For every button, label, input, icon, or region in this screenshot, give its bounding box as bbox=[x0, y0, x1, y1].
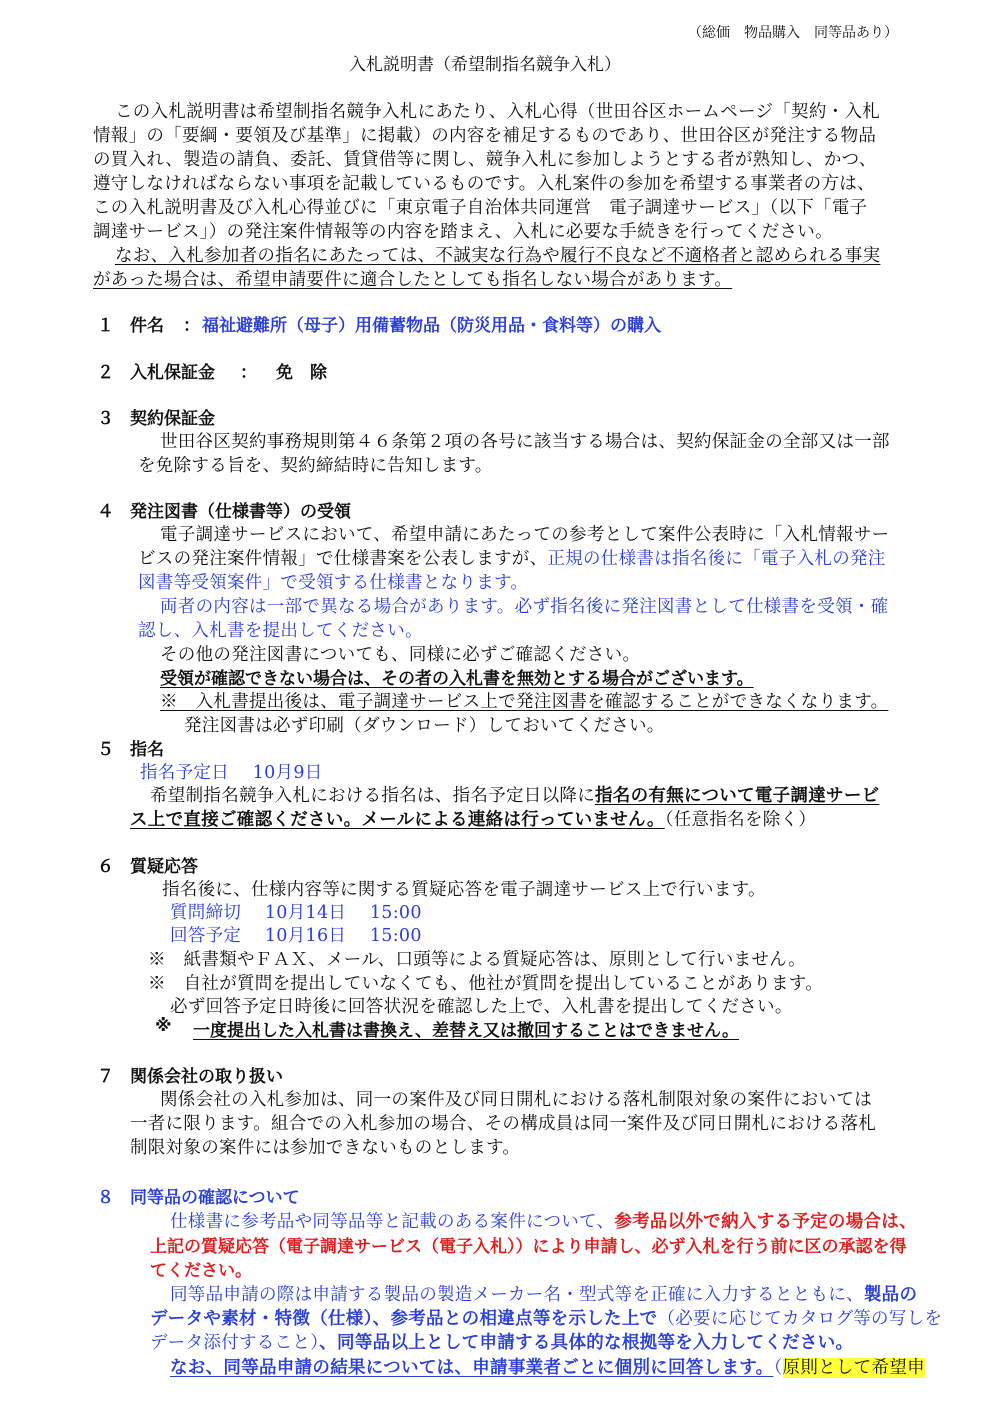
body-line: 指名後に、仕様内容等に関する質疑応答を電子調達サービス上で行います。 bbox=[162, 880, 766, 900]
intro-line: 遵守しなければならない事項を記載しているものです。入札案件の参加を希望する事業者の方は、 bbox=[93, 174, 875, 194]
body-line: 希望制指名競争入札における指名は、指名予定日以降に指名の有無について電子調達サービ bbox=[150, 786, 880, 806]
body-line: 制限対象の案件には参加できないものとします。 bbox=[130, 1138, 521, 1158]
intro-notice-line: があった場合は、希望申請要件に適合したとしても指名しない場合があります。 bbox=[93, 270, 733, 290]
section-number: ５ bbox=[97, 740, 114, 760]
warning-line: 一度提出した入札書は書換え、差替え又は撤回することはできません。 bbox=[193, 1021, 740, 1041]
answer-schedule: 回答予定 10月16日 15:00 bbox=[170, 926, 422, 946]
intro-line: この入札説明書及び入札心得並びに「東京電子自治体共同運営 電子調達サービス」（以下「電子 bbox=[93, 198, 868, 218]
note-line: ※ 自社が質問を提出していなくても、他社が質問を提出していることがあります。 bbox=[148, 974, 823, 994]
body-line: 認し、入札書を提出してください。 bbox=[138, 621, 423, 641]
note-line: ※ 入札書提出後は、電子調達サービス上で発注図書を確認することができなくなります。 bbox=[160, 692, 889, 712]
section-heading: 契約保証金 bbox=[130, 409, 215, 429]
body-line: 仕様書に参考品や同等品等と記載のある案件について、参考品以外で納入する予定の場合は、 bbox=[170, 1212, 917, 1232]
body-line: 世田谷区契約事務規則第４６条第２項の各号に該当する場合は、契約保証金の全部又は一部 bbox=[160, 432, 890, 452]
section-heading: 件名 bbox=[130, 316, 164, 336]
body-line: ビスの発注案件情報」で仕様書案を公表しますが、正規の仕様書は指名後に「電子入札の発注 bbox=[138, 549, 886, 569]
note-line: 必ず回答予定日時後に回答状況を確認した上で、入札書を提出してください。 bbox=[170, 997, 793, 1017]
section-heading: 指名 bbox=[130, 740, 164, 760]
question-deadline: 質問締切 10月14日 15:00 bbox=[170, 903, 422, 923]
section-number: ７ bbox=[97, 1067, 114, 1087]
section-number: ２ bbox=[97, 363, 114, 383]
section-heading: 発注図書（仕様書等）の受領 bbox=[130, 502, 351, 522]
body-line: 上記の質疑応答（電子調達サービス（電子入札））により申請し、必ず入札を行う前に区の承認を得 bbox=[150, 1237, 907, 1257]
body-line: 関係会社の入札参加は、同一の案件及び同日開札における落札制限対象の案件においては bbox=[160, 1090, 872, 1110]
section-number: １ bbox=[97, 316, 114, 336]
body-line: データや素材・特徴（仕様）、参考品との相違点等を示した上で（必要に応じてカタログ等の写しを bbox=[150, 1309, 943, 1329]
intro-line: 情報」の「要綱・要領及び基準」に掲載）の内容を補足するものであり、世田谷区が発注する物品 bbox=[93, 126, 877, 146]
body-line: その他の発注図書についても、同様に必ずご確認ください。 bbox=[160, 645, 641, 665]
colon: ： bbox=[183, 316, 200, 336]
body-line: なお、同等品申請の結果については、申請事業者ごとに個別に回答します。（原則として希望申 bbox=[170, 1358, 925, 1378]
intro-notice-line: なお、入札参加者の指名にあたっては、不誠実な行為や履行不良など不適格者と認められる事実 bbox=[115, 246, 881, 266]
bid-bond-value: 免 除 bbox=[276, 363, 327, 383]
intro-line: この入札説明書は希望制指名競争入札にあたり、入札心得（世田谷区ホームページ「契約・入札 bbox=[115, 102, 881, 122]
body-line: てください。 bbox=[150, 1261, 252, 1281]
body-line: データ添付すること）、同等品以上として申請する具体的な根拠等を入力してください。 bbox=[150, 1333, 854, 1353]
note-mark: ※ bbox=[155, 1016, 172, 1036]
colon: ： bbox=[240, 363, 257, 383]
section-heading: 同等品の確認について bbox=[130, 1188, 300, 1208]
section-number: ４ bbox=[97, 502, 114, 522]
intro-line: の買入れ、製造の請負、委託、賃貸借等に関し、競争入札に参加しようとする者が熟知し、かつ、 bbox=[93, 150, 877, 170]
section-number: ８ bbox=[97, 1188, 114, 1208]
body-line: ス上で直接ご確認ください。メールによる連絡は行っていません。（任意指名を除く） bbox=[130, 810, 817, 830]
section-number: ６ bbox=[97, 857, 114, 877]
note-line: 発注図書は必ず印刷（ダウンロード）しておいてください。 bbox=[184, 716, 665, 736]
doc-tag: （総価 物品購入 同等品あり） bbox=[688, 25, 898, 41]
section-heading: 質疑応答 bbox=[130, 857, 198, 877]
section-number: ３ bbox=[97, 409, 114, 429]
note-line: ※ 紙書類やＦＡＸ、メール、口頭等による質疑応答は、原則として行いません。 bbox=[148, 950, 806, 970]
body-line: 両者の内容は一部で異なる場合があります。必ず指名後に発注図書として仕様書を受領・確 bbox=[160, 597, 889, 617]
section-heading: 関係会社の取り扱い bbox=[130, 1067, 283, 1087]
nomination-date: 指名予定日 10月9日 bbox=[140, 763, 323, 783]
subject-value: 福祉避難所（母子）用備蓄物品（防災用品・食料等）の購入 bbox=[202, 316, 661, 336]
body-line: 電子調達サービスにおいて、希望申請にあたっての参考として案件公表時に「入札情報サー bbox=[160, 525, 890, 545]
warning-line: 受領が確認できない場合は、その者の入札書を無効とする場合がございます。 bbox=[160, 669, 754, 689]
body-line: 同等品申請の際は申請する製品の製造メーカー名・型式等を正確に入力するとともに、製品の bbox=[170, 1285, 918, 1305]
body-line: 図書等受領案件」で受領する仕様書となります。 bbox=[138, 573, 529, 593]
intro-line: 調達サービス」）の発注案件情報等の内容を踏まえ、入札に必要な手続きを行ってください。 bbox=[93, 222, 833, 242]
page-title: 入札説明書（希望制指名競争入札） bbox=[349, 55, 621, 75]
body-line: 一者に限ります。組合での入札参加の場合、その構成員は同一案件及び同日開札における落札 bbox=[130, 1114, 877, 1134]
section-heading: 入札保証金 bbox=[130, 363, 215, 383]
body-line: を免除する旨を、契約締結時に告知します。 bbox=[138, 456, 493, 476]
